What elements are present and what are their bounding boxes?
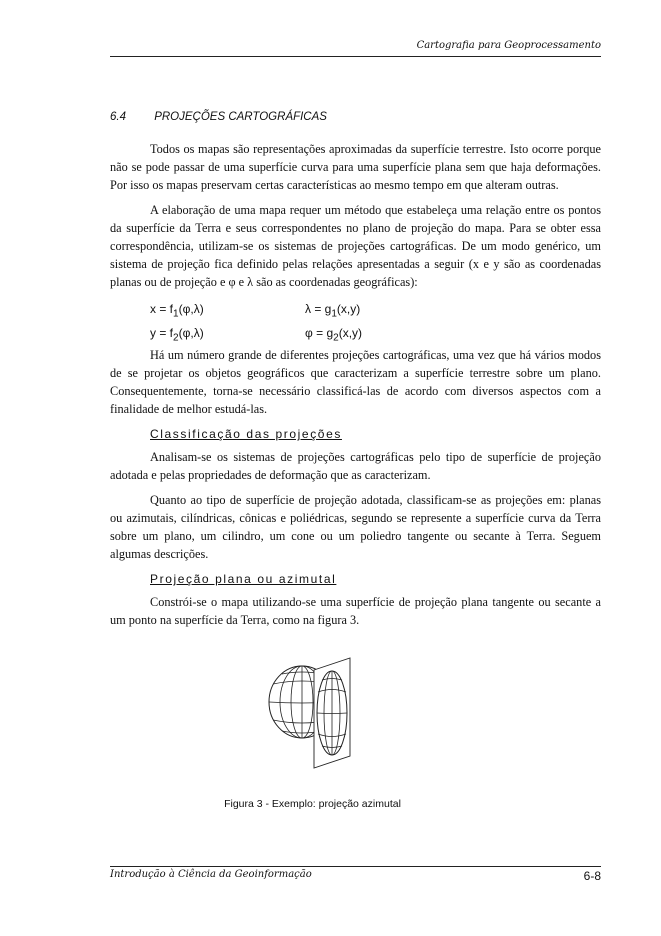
figure-caption: Figura 3 - Exemplo: projeção azimutal (224, 798, 401, 810)
body-text (110, 140, 601, 636)
formula-row (110, 298, 601, 322)
section-heading (110, 111, 327, 123)
paragraph: A elaboração de uma mapa requer um método que estabeleça uma relação entre os pontos da superfície da Terra e seus correspondentes no plano de projeção do mapa. Para se obter essa correspondência, utilizam-se os sistemas de projeções cartográficas. De um modo genérico, um sistema de projeção fica definido pelas relações apresentadas a seguir (x e y são as coordenadas planas ou de projeção e φ e λ são as coordenadas geográficas): (110, 203, 601, 289)
page-number: 6-8 (583, 869, 601, 883)
formula-lambda: $\lambda = g_1(x,y)$ (305, 302, 361, 320)
running-header: Cartografia para Geoprocessamento (416, 40, 601, 51)
section-number: 6.4 (110, 111, 126, 123)
formula-row (110, 322, 601, 346)
formula-x: $x = f_1(\varphi,\lambda)$ (150, 302, 204, 320)
subheading-classificacao: Classificação das projeções (150, 427, 342, 441)
formula-phi: $\varphi = g_2(x,y)$ (305, 326, 363, 344)
paragraph: Todos os mapas são representações aproximadas da superfície terrestre. Isto ocorre porque não se pode passar de uma superfície curva para uma superfície plana sem que haja deformações. Por isso os mapas preservam certas características ao mesmo tempo em que alteram outras. (110, 142, 601, 192)
paragraph: Quanto ao tipo de superfície de projeção adotada, classificam-se as projeções em: planas ou azimutais, cilíndricas, cônicas e poliédricas, segundo se represente a superfície curva da Terra sobre um plano, um cilindro, um cone ou um poliedro tangente ou secante à Terra. Seguem algumas descrições. (110, 493, 601, 561)
header-rule (110, 56, 601, 57)
paragraph: Há um número grande de diferentes projeções cartográficas, uma vez que há vários modos de se projetar os objetos geográficos que caracterizam a superfície terrestre sobre um plano. Consequentemente, torna-se necessário classificá-las de acordo com diversos aspectos com a finalidade de melhor estudá-las. (110, 348, 601, 416)
section-title: PROJEÇÕES CARTOGRÁFICAS (154, 111, 327, 123)
paragraph: Constrói-se o mapa utilizando-se uma superfície de projeção plana tangente ou secante a um ponto na superfície da Terra, como na figura 3. (110, 595, 601, 627)
formula-y: $y = f_2(\varphi,\lambda)$ (150, 326, 204, 344)
footer-rule (110, 866, 601, 867)
paragraph: Analisam-se os sistemas de projeções cartográficas pelo tipo de superfície de projeção adotada e pelas propriedades de deformação que as caracterizam. (110, 450, 601, 482)
azimuthal-projection-figure (262, 652, 362, 772)
footer-title: Introdução à Ciência da Geoinformação (110, 869, 312, 880)
subheading-plana: Projeção plana ou azimutal (150, 572, 337, 586)
running-footer (110, 869, 601, 883)
